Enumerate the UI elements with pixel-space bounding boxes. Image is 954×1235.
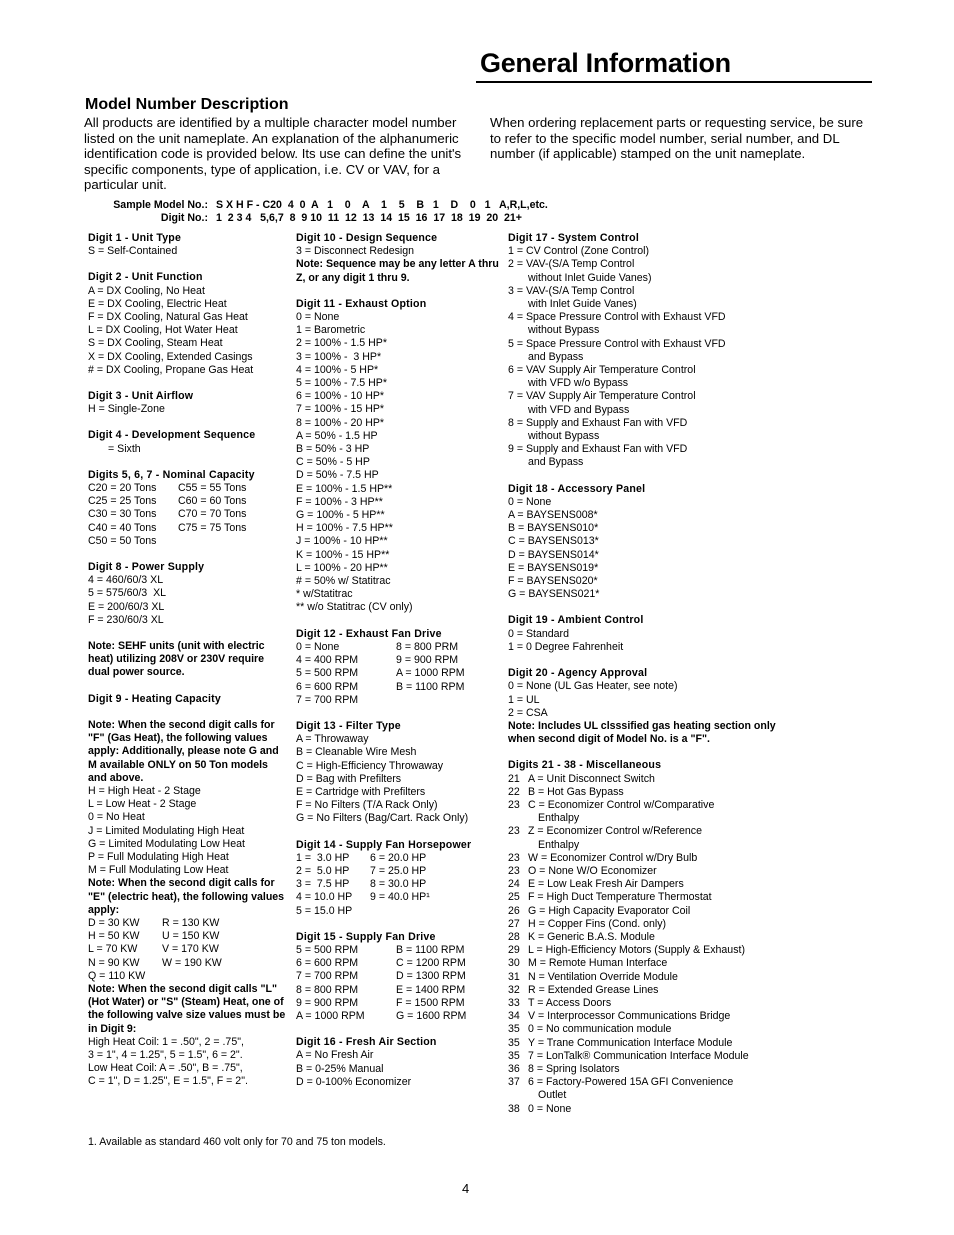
- digit-title: Digit 4 - Development Sequence: [88, 429, 256, 442]
- column-2: [296, 232, 501, 1089]
- list-item: [508, 944, 788, 957]
- item-number: 23: [508, 864, 520, 877]
- list-item: G = No Filters (Bag/Cart. Rack Only): [296, 812, 469, 825]
- list-item-a: 9 = 900 RPM: [296, 996, 359, 1009]
- item-line: Outlet: [538, 1089, 567, 1102]
- item-number: 27: [508, 917, 520, 930]
- item-text: [528, 1050, 749, 1063]
- list-item-a: 2 = 5.0 HP: [296, 864, 350, 877]
- item-number: 37: [508, 1076, 520, 1089]
- list-item: = Sixth: [108, 442, 141, 455]
- list-item-b: 7 = 25.0 HP: [370, 864, 427, 877]
- list-item: [296, 944, 501, 957]
- list-item-a: 0 = None: [296, 640, 340, 653]
- item-line: Y = Trane Communication Interface Module: [528, 1036, 733, 1049]
- list-item-b: G = 1600 RPM: [396, 1009, 467, 1022]
- item-line: H = Copper Fins (Cond. only): [528, 917, 667, 930]
- list-item: [296, 694, 501, 707]
- list-item-b: B = 1100 RPM: [396, 943, 465, 956]
- list-item: High Heat Coil: 1 = .50", 2 = .75",: [88, 1035, 244, 1048]
- list-item: [508, 799, 788, 825]
- item-number: 36: [508, 1062, 520, 1075]
- list-item-a: C50 = 50 Tons: [88, 534, 157, 547]
- item-number: 28: [508, 930, 520, 943]
- list-item: with VFD w/o Bypass: [528, 377, 629, 390]
- list-item: A = 50% - 1.5 HP: [296, 429, 378, 442]
- list-item-a: H = 50 KW: [88, 930, 140, 943]
- list-item-b: R = 130 KW: [162, 916, 220, 929]
- item-text: [528, 905, 690, 918]
- list-item: 5 = 575/60/3 XL: [88, 587, 167, 600]
- list-item: P = Full Modulating High Heat: [88, 850, 229, 863]
- list-item: [88, 930, 288, 943]
- footnote: 1. Available as standard 460 volt only for 70 and 75 ton models.: [88, 1136, 386, 1148]
- item-line: 7 = LonTalk® Communication Interface Module: [528, 1049, 749, 1062]
- list-item-b: C60 = 60 Tons: [178, 495, 247, 508]
- digit-title: Digit 15 - Supply Fan Drive: [296, 930, 436, 943]
- list-item: H = Single-Zone: [88, 403, 165, 416]
- digit-title: Digit 1 - Unit Type: [88, 232, 182, 244]
- item-text: [528, 865, 657, 878]
- item-line: Z = Economizer Control w/Reference: [528, 825, 702, 838]
- list-item: D = Bag with Prefilters: [296, 772, 402, 785]
- list-item: 0 = None (UL Gas Heater, see note): [508, 680, 678, 693]
- sample-model-number: [88, 199, 548, 225]
- note: Note: When the second digit calls for "F" (Gas Heat), the following values apply: Additionally, please note G and M available ONLY on 50 Ton models and above.: [88, 718, 279, 784]
- list-item: and Bypass: [528, 456, 584, 469]
- item-line: 0 = No communication module: [528, 1023, 672, 1036]
- list-item: [508, 931, 788, 944]
- list-item-a: Q = 110 KW: [88, 969, 146, 982]
- item-text: [528, 825, 702, 851]
- list-item: D = 0-100% Economizer: [296, 1075, 412, 1088]
- list-item: 4 = 460/60/3 XL: [88, 574, 164, 587]
- item-text: [528, 891, 712, 904]
- list-item-b: 9 = 40.0 HP¹: [370, 891, 430, 904]
- list-item: [508, 1063, 788, 1076]
- list-item-a: 4 = 400 RPM: [296, 654, 359, 667]
- list-item: [296, 997, 501, 1010]
- item-line: M = Remote Human Interface: [528, 957, 668, 970]
- list-item-a: C40 = 40 Tons: [88, 521, 157, 534]
- item-number: 23: [508, 825, 520, 838]
- item-line: L = High-Efficiency Motors (Supply & Exhaust): [528, 944, 745, 957]
- item-number: 25: [508, 891, 520, 904]
- list-item: [88, 917, 288, 930]
- list-item: 2 = CSA: [508, 706, 548, 719]
- list-item-a: 5 = 15.0 HP: [296, 904, 353, 917]
- list-item: [296, 891, 501, 904]
- list-item: without Inlet Guide Vanes): [528, 271, 652, 284]
- list-item: C = 50% - 5 HP: [296, 456, 370, 469]
- list-item: S = Self-Contained: [88, 245, 178, 258]
- list-item: [508, 1076, 788, 1102]
- item-text: [528, 1010, 730, 1023]
- list-item: 7 = VAV Supply Air Temperature Control: [508, 390, 696, 403]
- list-item: [508, 997, 788, 1010]
- list-item: G = 100% - 5 HP**: [296, 509, 385, 522]
- item-number: 21: [508, 772, 520, 785]
- list-item: [508, 1037, 788, 1050]
- list-item-b: C55 = 55 Tons: [178, 482, 247, 495]
- list-item: 2 = 100% - 1.5 HP*: [296, 337, 387, 350]
- item-line: 6 = Factory-Powered 15A GFI Convenience: [528, 1076, 734, 1089]
- item-number: 30: [508, 957, 520, 970]
- list-item: [296, 852, 501, 865]
- note: Note: When the second digit calls for "E" (electric heat), the following values apply:: [88, 877, 285, 916]
- digit-title: Digit 12 - Exhaust Fan Drive: [296, 627, 442, 640]
- item-number: 34: [508, 1010, 520, 1023]
- item-number: 33: [508, 996, 520, 1009]
- digit-title: Digit 10 - Design Sequence: [296, 232, 438, 244]
- list-item: A = BAYSENS008*: [508, 509, 598, 522]
- list-item-a: C30 = 30 Tons: [88, 508, 157, 521]
- item-text: [528, 918, 666, 931]
- intro-left: All products are identified by a multiple character model number listed on the unit nameplate. An explanation of the alphanumeric identification code is provided below. Its use can define the unit's specific components, type of application, i.e. CV or VAV, for a particular unit.: [84, 115, 462, 193]
- digit-title: Digit 18 - Accessory Panel: [508, 482, 646, 495]
- item-line: O = None W/O Economizer: [528, 864, 657, 877]
- digit-title: Digit 8 - Power Supply: [88, 561, 205, 574]
- item-number: 31: [508, 970, 520, 983]
- item-line: E = Low Leak Fresh Air Dampers: [528, 878, 684, 891]
- list-item: 1 = Barometric: [296, 324, 366, 337]
- list-item-a: 4 = 10.0 HP: [296, 891, 353, 904]
- list-item: 6 = VAV Supply Air Temperature Control: [508, 364, 696, 377]
- list-item-a: 5 = 500 RPM: [296, 667, 359, 680]
- item-line: B = Hot Gas Bypass: [528, 785, 624, 798]
- list-item-b: B = 1100 RPM: [396, 680, 465, 693]
- list-item: S = DX Cooling, Steam Heat: [88, 337, 223, 350]
- list-item: [296, 970, 501, 983]
- list-item: [508, 957, 788, 970]
- list-item: and Bypass: [528, 350, 584, 363]
- list-item: B = Cleanable Wire Mesh: [296, 746, 417, 759]
- item-line: 0 = None: [528, 1102, 572, 1115]
- list-item-b: W = 190 KW: [162, 956, 222, 969]
- list-item-b: C = 1200 RPM: [396, 957, 466, 970]
- list-item: [296, 654, 501, 667]
- list-item: 8 = Supply and Exhaust Fan with VFD: [508, 416, 688, 429]
- sample-label: Sample Model No.:: [113, 199, 208, 211]
- list-item: H = High Heat - 2 Stage: [88, 784, 201, 797]
- list-item: [508, 891, 788, 904]
- list-item: E = 100% - 1.5 HP**: [296, 482, 393, 495]
- list-item: [296, 681, 501, 694]
- list-item: 3 = 100% - 3 HP*: [296, 350, 382, 363]
- item-number: 23: [508, 798, 520, 811]
- item-number: 24: [508, 878, 520, 891]
- item-line: R = Extended Grease Lines: [528, 983, 659, 996]
- list-item: 0 = No Heat: [88, 811, 145, 824]
- list-item: [508, 825, 788, 851]
- list-item-a: 5 = 500 RPM: [296, 943, 359, 956]
- digit-title: Digit 20 - Agency Approval: [508, 667, 648, 680]
- list-item: D = 50% - 7.5 HP: [296, 469, 379, 482]
- digit-title: Digit 17 - System Control: [508, 232, 639, 244]
- list-item: E = BAYSENS019*: [508, 561, 599, 574]
- title-rule: [476, 81, 872, 83]
- item-text: [528, 878, 684, 891]
- page-number: 4: [462, 1181, 470, 1196]
- item-number: 38: [508, 1102, 520, 1115]
- list-item: # = 50% w/ Statitrac: [296, 575, 391, 588]
- item-text: [528, 1037, 732, 1050]
- digit-label: Digit No.:: [160, 212, 208, 224]
- list-item: # = DX Cooling, Propane Gas Heat: [88, 363, 254, 376]
- list-item-a: 1 = 3.0 HP: [296, 851, 350, 864]
- page-title: General Information: [480, 48, 731, 78]
- digit-title: Digit 2 - Unit Function: [88, 271, 203, 284]
- list-item: E = DX Cooling, Electric Heat: [88, 297, 227, 310]
- list-item: B = 50% - 3 HP: [296, 443, 370, 456]
- list-item: [88, 535, 288, 548]
- item-text: [528, 1023, 671, 1036]
- list-item-b: V = 170 KW: [162, 943, 219, 956]
- list-item-a: C25 = 25 Tons: [88, 495, 157, 508]
- list-item: B = BAYSENS010*: [508, 522, 599, 535]
- item-text: [528, 997, 611, 1010]
- list-item: without Bypass: [528, 324, 600, 337]
- digit-title: Digit 19 - Ambient Control: [508, 614, 644, 627]
- list-item: C = 1", D = 1.25", E = 1.5", F = 2".: [88, 1075, 248, 1088]
- list-item: [508, 1103, 788, 1116]
- list-item-b: D = 1300 RPM: [396, 970, 466, 983]
- list-item: [508, 984, 788, 997]
- list-item-a: A = 1000 RPM: [296, 1009, 365, 1022]
- list-item: [88, 943, 288, 956]
- item-line: A = Unit Disconnect Switch: [528, 772, 655, 785]
- list-item: 4 = 100% - 5 HP*: [296, 363, 379, 376]
- list-item: L = 100% - 20 HP**: [296, 561, 388, 574]
- list-item: without Bypass: [528, 430, 600, 443]
- list-item: J = 100% - 10 HP**: [296, 535, 388, 548]
- item-text: [528, 984, 658, 997]
- item-line: 8 = Spring Isolators: [528, 1062, 620, 1075]
- digit-title: Digit 13 - Filter Type: [296, 719, 401, 732]
- list-item: 1 = CV Control (Zone Control): [508, 245, 650, 258]
- item-number: 23: [508, 851, 520, 864]
- digit-title: Digit 16 - Fresh Air Section: [296, 1036, 437, 1049]
- note: Note: When the second digit calls "L" (Hot Water) or "S" (Steam) Heat, one of the following valve size values must be in Digit 9:: [88, 982, 286, 1035]
- list-item: [508, 773, 788, 786]
- list-item: [296, 905, 501, 918]
- list-item: [88, 482, 288, 495]
- list-item-b: 6 = 20.0 HP: [370, 851, 427, 864]
- list-item-b: 8 = 800 PRM: [396, 640, 459, 653]
- item-line: N = Ventilation Override Module: [528, 970, 678, 983]
- item-text: [528, 957, 667, 970]
- list-item: [508, 1010, 788, 1023]
- list-item: * w/Statitrac: [296, 588, 353, 601]
- intro-right: When ordering replacement parts or requesting service, be sure to refer to the specific model number, serial number, and DL number (if applicable) stamped on the unit nameplate.: [490, 115, 864, 162]
- digit-title: Digit 9 - Heating Capacity: [88, 692, 221, 705]
- list-item: 0 = None: [296, 311, 340, 324]
- item-text: [528, 773, 655, 786]
- list-item: G = BAYSENS021*: [508, 588, 600, 601]
- item-line: Enthalpy: [538, 838, 580, 851]
- list-item: [88, 495, 288, 508]
- note: Note: Sequence may be any letter A thru Z, or any digit 1 thru 9.: [296, 258, 499, 284]
- list-item: E = Cartridge with Prefilters: [296, 785, 426, 798]
- list-item: [296, 878, 501, 891]
- list-item-b: A = 1000 RPM: [396, 667, 465, 680]
- list-item: F = DX Cooling, Natural Gas Heat: [88, 311, 248, 324]
- list-item: F = No Filters (T/A Rack Only): [296, 799, 438, 812]
- list-item: [508, 971, 788, 984]
- list-item-a: 6 = 600 RPM: [296, 680, 359, 693]
- list-item: M = Full Modulating Low Heat: [88, 864, 229, 877]
- item-line: G = High Capacity Evaporator Coil: [528, 904, 691, 917]
- digit-title: Digit 14 - Supply Fan Horsepower: [296, 838, 472, 851]
- list-item: Low Heat Coil: A = .50", B = .75",: [88, 1062, 243, 1075]
- item-text: [528, 944, 745, 957]
- list-item: [88, 522, 288, 535]
- list-item: F = 100% - 3 HP**: [296, 495, 383, 508]
- list-item: 0 = Standard: [508, 627, 569, 640]
- note: Note: SEHF units (unit with electric heat) utilizing 208V or 230V require dual power source.: [88, 640, 265, 679]
- list-item-b: U = 150 KW: [162, 930, 220, 943]
- list-item: 5 = 100% - 7.5 HP*: [296, 377, 387, 390]
- item-line: Enthalpy: [538, 812, 580, 825]
- list-item: 7 = 100% - 15 HP*: [296, 403, 385, 416]
- list-item: 8 = 100% - 20 HP*: [296, 416, 385, 429]
- list-item: [508, 865, 788, 878]
- item-number: 32: [508, 983, 520, 996]
- list-item: 9 = Supply and Exhaust Fan with VFD: [508, 443, 688, 456]
- item-line: V = Interprocessor Communications Bridge: [528, 1010, 731, 1023]
- list-item: H = 100% - 7.5 HP**: [296, 522, 393, 535]
- list-item-a: N = 90 KW: [88, 956, 140, 969]
- item-text: [528, 1063, 620, 1076]
- list-item: F = 230/60/3 XL: [88, 613, 164, 626]
- list-item: L = DX Cooling, Hot Water Heat: [88, 324, 238, 337]
- list-item: 0 = None: [508, 495, 552, 508]
- list-item: J = Limited Modulating High Heat: [88, 824, 245, 837]
- item-number: 35: [508, 1023, 520, 1036]
- list-item: [296, 984, 501, 997]
- list-item: F = BAYSENS020*: [508, 575, 598, 588]
- list-item-a: 3 = 7.5 HP: [296, 878, 350, 891]
- list-item: [296, 667, 501, 680]
- item-number: 35: [508, 1049, 520, 1062]
- list-item: G = Limited Modulating Low Heat: [88, 837, 245, 850]
- list-item-a: 6 = 600 RPM: [296, 957, 359, 970]
- digit-title: Digit 3 - Unit Airflow: [88, 390, 194, 403]
- list-item: K = 100% - 15 HP**: [296, 548, 390, 561]
- list-item: C = BAYSENS013*: [508, 535, 599, 548]
- list-item: [88, 957, 288, 970]
- list-item-a: D = 30 KW: [88, 916, 140, 929]
- note: Note: Includes UL clsssified gas heating section only when second digit of Model No. is a "F".: [508, 719, 776, 746]
- list-item-a: 7 = 700 RPM: [296, 693, 359, 706]
- list-item-b: F = 1500 RPM: [396, 996, 465, 1009]
- list-item: [88, 970, 288, 983]
- list-item: 3 = VAV-(S/A Temp Control: [508, 284, 635, 297]
- list-item-b: 8 = 30.0 HP: [370, 878, 427, 891]
- item-text: [528, 786, 624, 799]
- list-item: with Inlet Guide Vanes): [528, 298, 637, 311]
- list-item: A = Throwaway: [296, 733, 369, 746]
- list-item: 1 = UL: [508, 693, 540, 706]
- list-item: C = High-Efficiency Throwaway: [296, 759, 444, 772]
- list-item: 3 = 1", 4 = 1.25", 5 = 1.5", 6 = 2".: [88, 1048, 243, 1061]
- item-number: 26: [508, 904, 520, 917]
- list-item-a: L = 70 KW: [88, 943, 138, 956]
- column-3: [508, 232, 788, 1116]
- digit-title: Digits 21 - 38 - Miscellaneous: [508, 759, 662, 772]
- item-number: 22: [508, 785, 520, 798]
- list-item: [296, 1010, 501, 1023]
- list-item-a: 7 = 700 RPM: [296, 970, 359, 983]
- list-item: 5 = Space Pressure Control with Exhaust VFD: [508, 337, 726, 350]
- list-item: with VFD and Bypass: [528, 403, 630, 416]
- list-item: [508, 1050, 788, 1063]
- list-item: [508, 852, 788, 865]
- list-item: X = DX Cooling, Extended Casings: [88, 350, 253, 363]
- list-item-a: 8 = 800 RPM: [296, 983, 359, 996]
- list-item: [508, 786, 788, 799]
- list-item: [296, 641, 501, 654]
- list-item: [508, 1023, 788, 1036]
- list-item: A = DX Cooling, No Heat: [88, 284, 205, 297]
- item-text: [528, 799, 714, 825]
- list-item: ** w/o Statitrac (CV only): [296, 601, 413, 614]
- item-line: W = Economizer Control w/Dry Bulb: [528, 851, 698, 864]
- list-item: E = 200/60/3 XL: [88, 600, 165, 613]
- list-item: 2 = VAV-(S/A Temp Control: [508, 258, 635, 271]
- item-text: [528, 971, 678, 984]
- item-text: [528, 1076, 733, 1102]
- list-item: A = No Fresh Air: [296, 1049, 374, 1062]
- item-line: T = Access Doors: [528, 996, 612, 1009]
- list-item-b: C75 = 75 Tons: [178, 521, 247, 534]
- list-item: B = 0-25% Manual: [296, 1062, 384, 1075]
- list-item: D = BAYSENS014*: [508, 548, 599, 561]
- section-title: Model Number Description: [85, 96, 289, 113]
- item-line: C = Economizer Control w/Comparative: [528, 798, 715, 811]
- list-item: 4 = Space Pressure Control with Exhaust VFD: [508, 311, 726, 324]
- item-text: [528, 852, 697, 865]
- list-item: 1 = 0 Degree Fahrenheit: [508, 640, 624, 653]
- item-number: 35: [508, 1036, 520, 1049]
- item-text: [528, 1103, 571, 1116]
- item-number: 29: [508, 944, 520, 957]
- list-item: L = Low Heat - 2 Stage: [88, 798, 197, 811]
- list-item: 3 = Disconnect Redesign: [296, 245, 415, 258]
- digit-title: Digit 11 - Exhaust Option: [296, 297, 427, 310]
- list-item: [508, 878, 788, 891]
- list-item: [508, 918, 788, 931]
- digit-title: Digits 5, 6, 7 - Nominal Capacity: [88, 468, 255, 481]
- list-item: [296, 865, 501, 878]
- list-item-b: E = 1400 RPM: [396, 983, 466, 996]
- list-item: [296, 957, 501, 970]
- list-item: [508, 905, 788, 918]
- sample-value: S X H F - C20 4 0 A 1 0 A 1 5 B 1 D 0 1 A,R,L,etc.: [216, 199, 548, 211]
- item-line: F = High Duct Temperature Thermostat: [528, 891, 712, 904]
- list-item: 6 = 100% - 10 HP*: [296, 390, 385, 403]
- list-item: [88, 508, 288, 521]
- list-item-b: 9 = 900 RPM: [396, 654, 459, 667]
- column-1: [88, 232, 288, 1089]
- digit-value: 1 2 3 4 5,6,7 8 9 10 11 12 13 14 15 16 17 18 19 20 21+: [216, 212, 522, 224]
- item-text: [528, 931, 655, 944]
- list-item-a: C20 = 20 Tons: [88, 482, 157, 495]
- item-line: K = Generic B.A.S. Module: [528, 930, 655, 943]
- list-item-b: C70 = 70 Tons: [178, 508, 247, 521]
